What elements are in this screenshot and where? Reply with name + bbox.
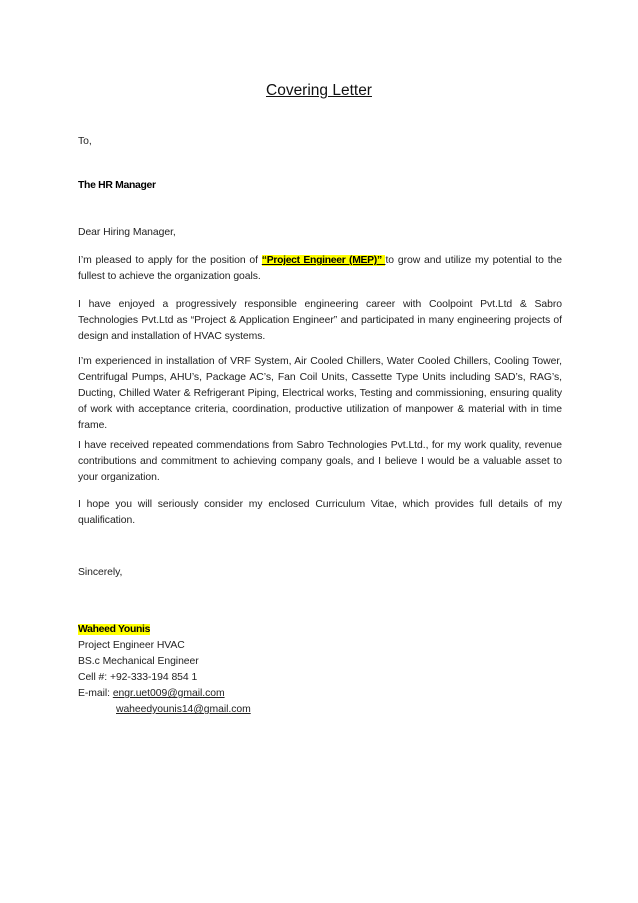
paragraph-closing-request: I hope you will seriously consider my enclosed Curriculum Vitae, which provides full details of my qualification. xyxy=(78,499,562,526)
signature-block xyxy=(78,622,562,718)
paragraph-intro xyxy=(78,253,562,285)
paragraph-intro-before: I’m pleased to apply for the position of xyxy=(78,255,262,266)
signature-title: Project Engineer HVAC xyxy=(78,640,185,651)
paragraph-commendations: I have received repeated commendations from Sabro Technologies Pvt.Ltd., for my work quality, revenue contributions and commitment to achieving company goals, and I believe I would be a valuable asset to your organization. xyxy=(78,440,562,483)
signature-degree: BS.c Mechanical Engineer xyxy=(78,656,199,667)
email-label: E-mail: xyxy=(78,688,113,699)
signature-email-line-2 xyxy=(78,702,562,718)
email-link-primary[interactable]: engr.uet009@gmail.com xyxy=(112,688,225,699)
paragraph-career: I have enjoyed a progressively responsible engineering career with Coolpoint Pvt.Ltd & Sabro Technologies Pvt.Ltd as “Project & Application Engineer” and participated in many engineering projects of design and installation of HVAC systems. xyxy=(78,299,562,342)
paragraph-experience: I’m experienced in installation of VRF System, Air Cooled Chillers, Water Cooled Chillers, Cooling Tower, Centrifugal Pumps, AHU’s, Package AC’s, Fan Coil Units, Cassette Type Units including SAD’s, RAG’s, Ducting, Chilled Water & Refrigerant Piping, Electrical works, Testing and commissioning, ensuring quality of work with acceptance criteria, coordination, productive utilization of manpower & material with in time frame. xyxy=(78,356,562,431)
paragraph-intro-after: to grow and utilize my potential to the fullest to achieve the organization goals. xyxy=(78,255,562,282)
email-link-secondary[interactable]: waheedyounis14@gmail.com xyxy=(116,704,251,715)
signature-cell: Cell #: +92-333-194 854 1 xyxy=(78,672,198,683)
closing: Sincerely, xyxy=(78,567,123,578)
position-highlight: “Project Engineer (MEP)” xyxy=(261,255,386,266)
signature-email-line xyxy=(78,686,562,702)
page-title: Covering Letter xyxy=(266,82,372,99)
salutation: Dear Hiring Manager, xyxy=(78,227,176,238)
address-to: To, xyxy=(78,136,92,147)
signature-name: Waheed Younis xyxy=(78,624,151,635)
recipient: The HR Manager xyxy=(78,180,156,191)
